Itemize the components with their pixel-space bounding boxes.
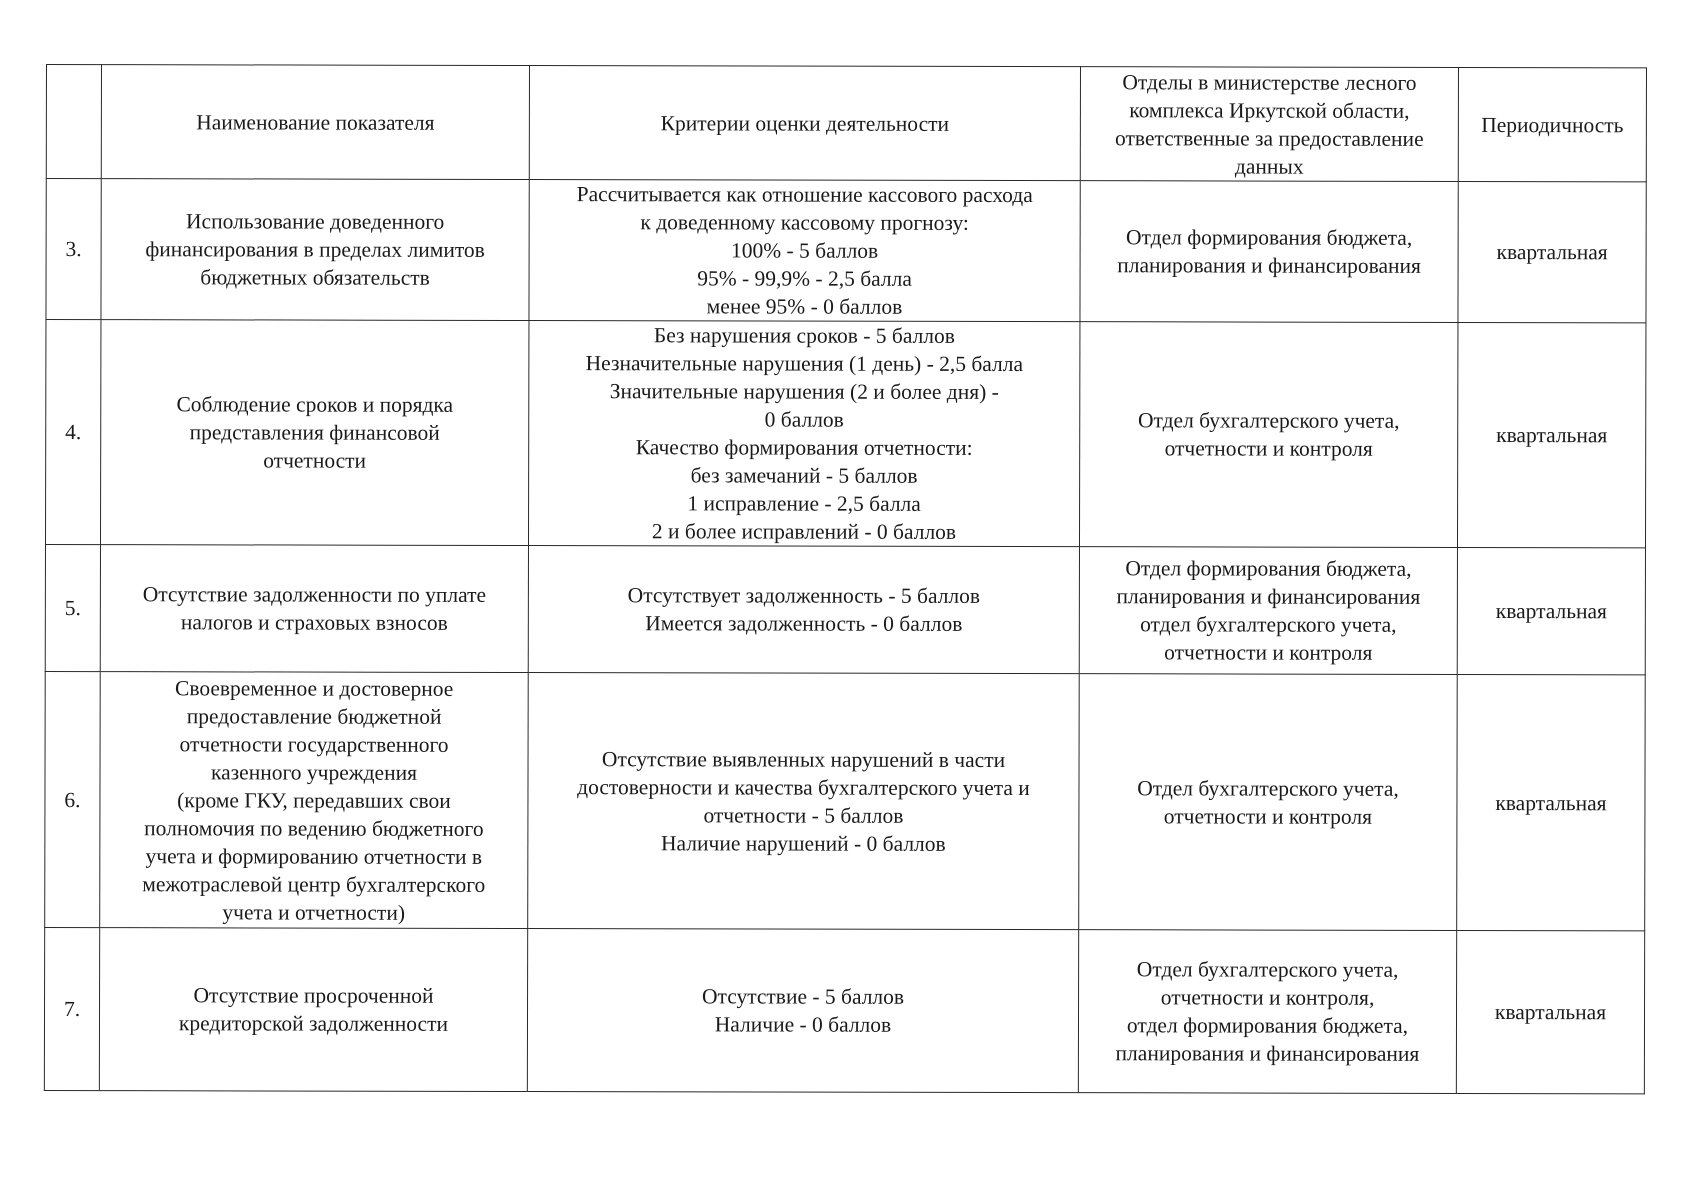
evaluation-criteria: Без нарушения сроков - 5 баллов Незначительные нарушения (1 день) - 2,5 балла Значительные нарушения (2 и более дня) - 0 баллов Качество формирования отчетности: без замечаний - 5 баллов 1 исправление - 2,5 балла 2 и более исправлений - 0 баллов <box>528 321 1079 547</box>
evaluation-criteria: Отсутствие - 5 баллов Наличие - 0 баллов <box>527 929 1078 1093</box>
periodicity: квартальная <box>1458 181 1646 322</box>
indicator-name: Своевременное и достоверное предоставление бюджетной отчетности государственного казенного учреждения (кроме ГКУ, передавших свои полномочия по ведению бюджетного учета и формированию отчетности в межотраслевой центр бухгалтерского учета и отчетности) <box>100 672 529 929</box>
row-number: 6. <box>45 671 101 927</box>
header-criteria: Критерии оценки деятельности <box>529 66 1080 181</box>
row-number: 7. <box>44 927 99 1090</box>
periodicity: квартальная <box>1457 322 1645 547</box>
evaluation-criteria: Отсутствует задолженность - 5 баллов Имеется задолженность - 0 баллов <box>528 546 1079 674</box>
table-row <box>45 671 1646 930</box>
evaluation-criteria: Рассчитывается как отношение кассового расхода к доведенному кассовому прогнозу: 100% - 5 баллов 95% - 99,9% - 2,5 балла менее 95% - 0 баллов <box>529 180 1080 322</box>
header-periodicity: Периодичность <box>1458 67 1646 181</box>
header-indicator-name: Наименование показателя <box>101 65 529 180</box>
indicator-name: Отсутствие задолженности по уплате налогов и страховых взносов <box>100 545 528 673</box>
table-row <box>44 927 1644 1093</box>
responsible-departments: Отдел бухгалтерского учета, отчетности и контроля, отдел формирования бюджета, планирования и финансирования <box>1078 930 1456 1094</box>
indicator-name: Использование доведенного финансирования в пределах лимитов бюджетных обязательств <box>101 179 529 321</box>
periodicity: квартальная <box>1457 674 1646 930</box>
document-page <box>46 64 1646 1091</box>
header-number <box>46 65 101 179</box>
responsible-departments: Отдел бухгалтерского учета, отчетности и контроля <box>1079 322 1457 548</box>
row-number: 4. <box>45 320 100 545</box>
responsible-departments: Отдел формирования бюджета, планирования и финансирования отдел бухгалтерского учета, отчетности и контроля <box>1079 547 1457 675</box>
table-row <box>45 320 1645 548</box>
header-departments: Отделы в министерстве лесного комплекса Иркутской области, ответственные за предоставление данных <box>1080 67 1458 182</box>
table-row <box>45 545 1645 675</box>
evaluation-criteria: Отсутствие выявленных нарушений в части достоверности и качества бухгалтерского учета и отчетности - 5 баллов Наличие нарушений - 0 баллов <box>528 673 1080 930</box>
indicators-table <box>44 64 1647 1094</box>
table-header-row <box>46 65 1646 182</box>
responsible-departments: Отдел формирования бюджета, планирования и финансирования <box>1080 181 1458 323</box>
periodicity: квартальная <box>1457 547 1645 674</box>
row-number: 5. <box>45 545 100 672</box>
periodicity: квартальная <box>1456 930 1644 1093</box>
indicator-name: Отсутствие просроченной кредиторской задолженности <box>99 928 527 1092</box>
row-number: 3. <box>46 179 101 320</box>
table-row <box>46 179 1646 323</box>
indicator-name: Соблюдение сроков и порядка представления финансовой отчетности <box>100 320 528 546</box>
responsible-departments: Отдел бухгалтерского учета, отчетности и контроля <box>1079 674 1458 931</box>
